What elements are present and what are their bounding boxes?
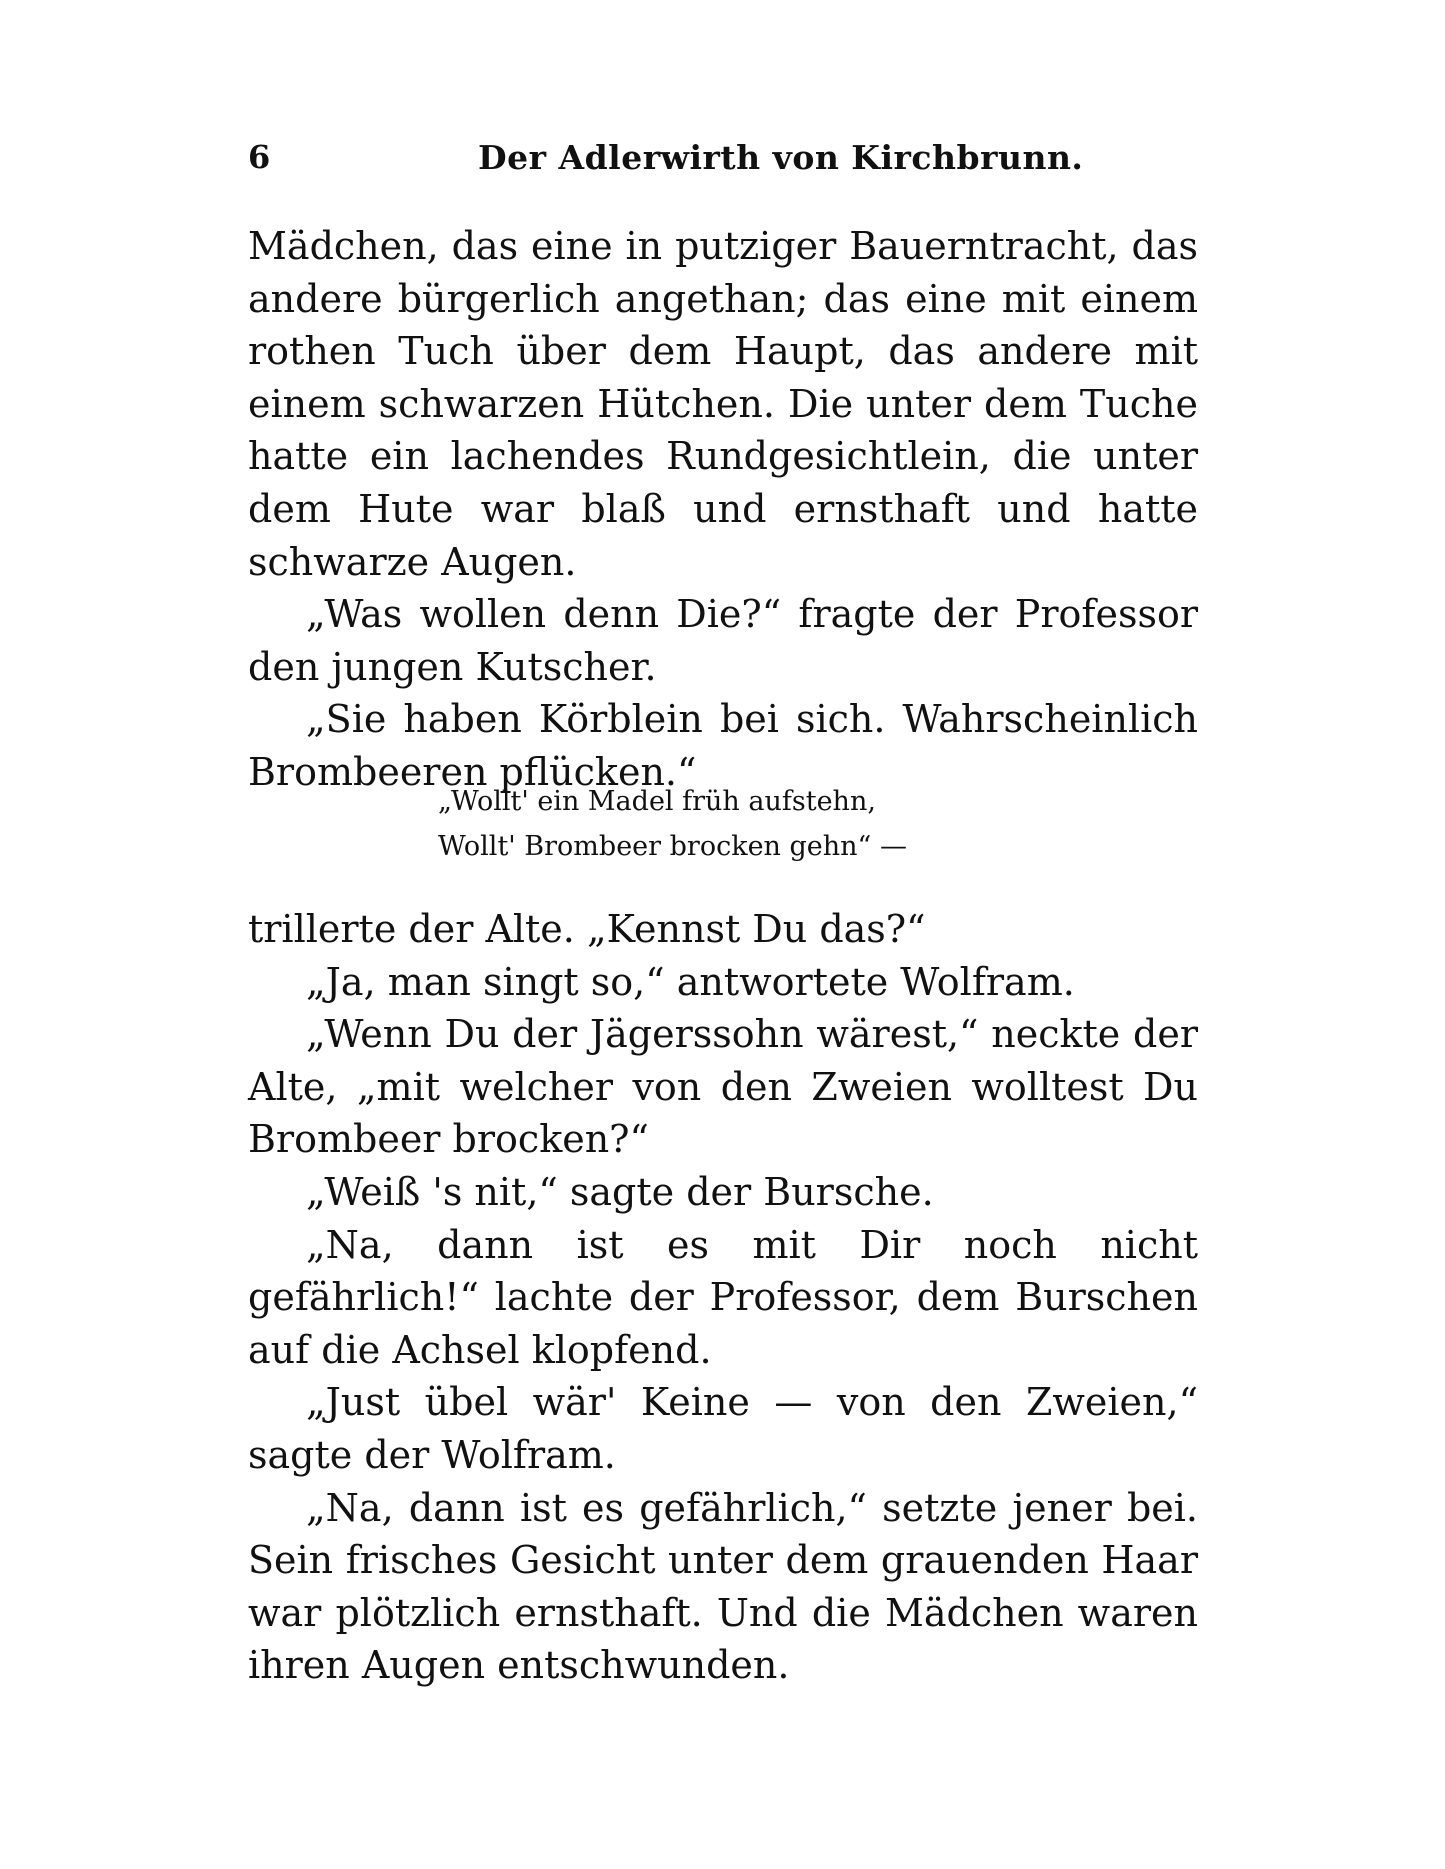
paragraph: „Na, dann ist es gefährlich,“ setzte jener bei. Sein frisches Gesicht unter dem grauenden Haar war plötzlich ernsthaft. Und die Mädchen waren ihren Augen entschwunden. [248,1485,1198,1688]
verse-line: „Wollt' ein Madel früh aufstehn, [438,786,876,817]
paragraph: „Wenn Du der Jägerssohn wärest,“ neckte der Alte, „mit welcher von den Zweien wolltest Du Brombeer brocken?“ [248,1012,1198,1162]
running-title: Der Adlerwirth von Kirchbrunn. [478,138,1084,177]
paragraph: „Sie haben Körblein bei sich. Wahrscheinlich Brombeeren pflücken.“ [248,697,1198,794]
paragraph: „Na, dann ist es mit Dir noch nicht gefährlich!“ lachte der Professor, dem Burschen auf die Achsel klopfend. [248,1222,1198,1372]
verse-quote [438,779,907,869]
paragraph: „Weiß 's nit,“ sagte der Bursche. [306,1169,934,1214]
paragraph: „Ja, man singt so,“ antwortete Wolfram. [306,959,1075,1004]
page-header [248,138,1198,188]
paragraph: Mädchen, das eine in putziger Bauerntracht, das andere bürgerlich angethan; das eine mit einem rothen Tuch über dem Haupt, das andere mit einem schwarzen Hütchen. Die unter dem Tuche hatte ein lachendes Rundgesichtlein, die unter dem Hute war blaß und ernsthaft und hatte schwarze Augen. [248,224,1198,584]
paragraph: „Was wollen denn Die?“ fragte der Professor den jungen Kutscher. [248,592,1198,689]
text-block-top [248,220,1198,799]
paragraph: trillerte der Alte. „Kennst Du das?“ [248,907,926,951]
page-number: 6 [248,138,271,176]
text-block-bottom [248,903,1198,1692]
verse-line: Wollt' Brombeer brocken gehn“ — [438,831,907,862]
paragraph: „Just übel wär' Keine — von den Zweien,“ sagte der Wolfram. [248,1380,1198,1477]
